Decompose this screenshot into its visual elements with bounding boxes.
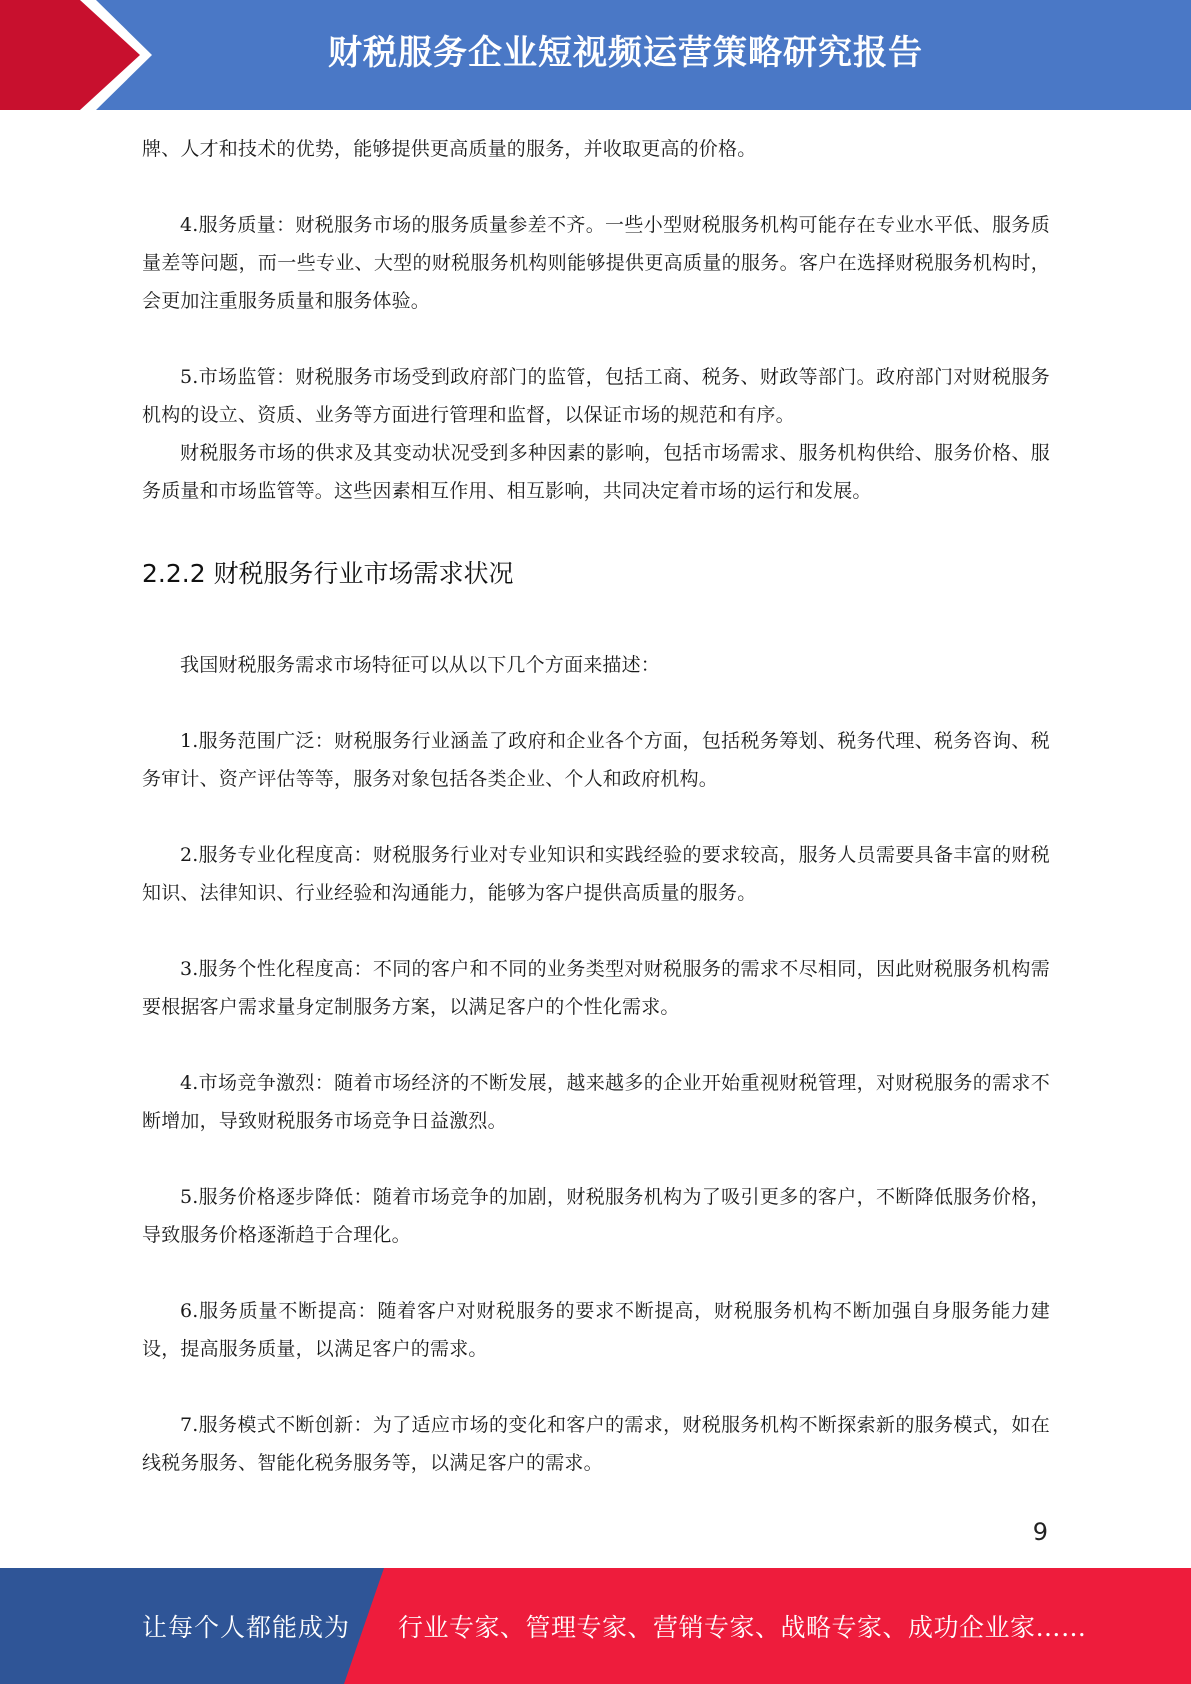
section-heading: 2.2.2 财税服务行业市场需求状况 — [142, 559, 514, 588]
list-item-7: 7.服务模式不断创新：为了适应市场的变化和客户的需求，财税服务机构不断探索新的服务模式，如在线税务服务、智能化税务服务等，以满足客户的需求。 — [142, 1414, 1050, 1474]
page-footer — [0, 1568, 1191, 1684]
report-title: 财税服务企业短视频运营策略研究报告 — [328, 33, 923, 73]
list-item-3: 3.服务个性化程度高：不同的客户和不同的业务类型对财税服务的需求不尽相同，因此财税服务机构需要根据客户需求量身定制服务方案，以满足客户的个性化需求。 — [142, 958, 1050, 1018]
paragraph-intro: 我国财税服务需求市场特征可以从以下几个方面来描述： — [180, 654, 661, 676]
list-item-2: 2.服务专业化程度高：财税服务行业对专业知识和实践经验的要求较高，服务人员需要具备丰富的财税知识、法律知识、行业经验和沟通能力，能够为客户提供高质量的服务。 — [142, 844, 1050, 904]
header-chevron-decoration — [0, 0, 160, 110]
paragraph-market-regulation: 5.市场监管：财税服务市场受到政府部门的监管，包括工商、税务、财政等部门。政府部门对财税服务机构的设立、资质、业务等方面进行管理和监督，以保证市场的规范和有序。 — [142, 366, 1050, 426]
paragraph-service-quality: 4.服务质量：财税服务市场的服务质量参差不齐。一些小型财税服务机构可能存在专业水平低、服务质量差等问题，而一些专业、大型的财税服务机构则能够提供更高质量的服务。客户在选择财税服务机构时，会更加注重服务质量和服务体验。 — [142, 214, 1050, 312]
footer-slogan-right: 行业专家、管理专家、营销专家、战略专家、成功企业家…… — [398, 1613, 1087, 1642]
list-item-1: 1.服务范围广泛：财税服务行业涵盖了政府和企业各个方面，包括税务筹划、税务代理、税务咨询、税务审计、资产评估等等，服务对象包括各类企业、个人和政府机构。 — [142, 730, 1050, 790]
page-number: 9 — [1032, 1518, 1048, 1546]
list-item-4: 4.市场竞争激烈：随着市场经济的不断发展，越来越多的企业开始重视财税管理，对财税服务的需求不断增加，导致财税服务市场竞争日益激烈。 — [142, 1072, 1050, 1132]
paragraph-continuation: 牌、人才和技术的优势，能够提供更高质量的服务，并收取更高的价格。 — [142, 138, 757, 160]
list-item-6: 6.服务质量不断提高：随着客户对财税服务的要求不断提高，财税服务机构不断加强自身服务能力建设，提高服务质量，以满足客户的需求。 — [142, 1300, 1050, 1360]
page-header — [0, 0, 1191, 110]
paragraph-summary: 财税服务市场的供求及其变动状况受到多种因素的影响，包括市场需求、服务机构供给、服务价格、服务质量和市场监管等。这些因素相互作用、相互影响，共同决定着市场的运行和发展。 — [142, 442, 1050, 502]
document-body — [142, 130, 1050, 1482]
list-item-5: 5.服务价格逐步降低：随着市场竞争的加剧，财税服务机构为了吸引更多的客户，不断降低服务价格，导致服务价格逐渐趋于合理化。 — [142, 1186, 1050, 1246]
footer-slogan-left: 让每个人都能成为 — [142, 1613, 351, 1642]
